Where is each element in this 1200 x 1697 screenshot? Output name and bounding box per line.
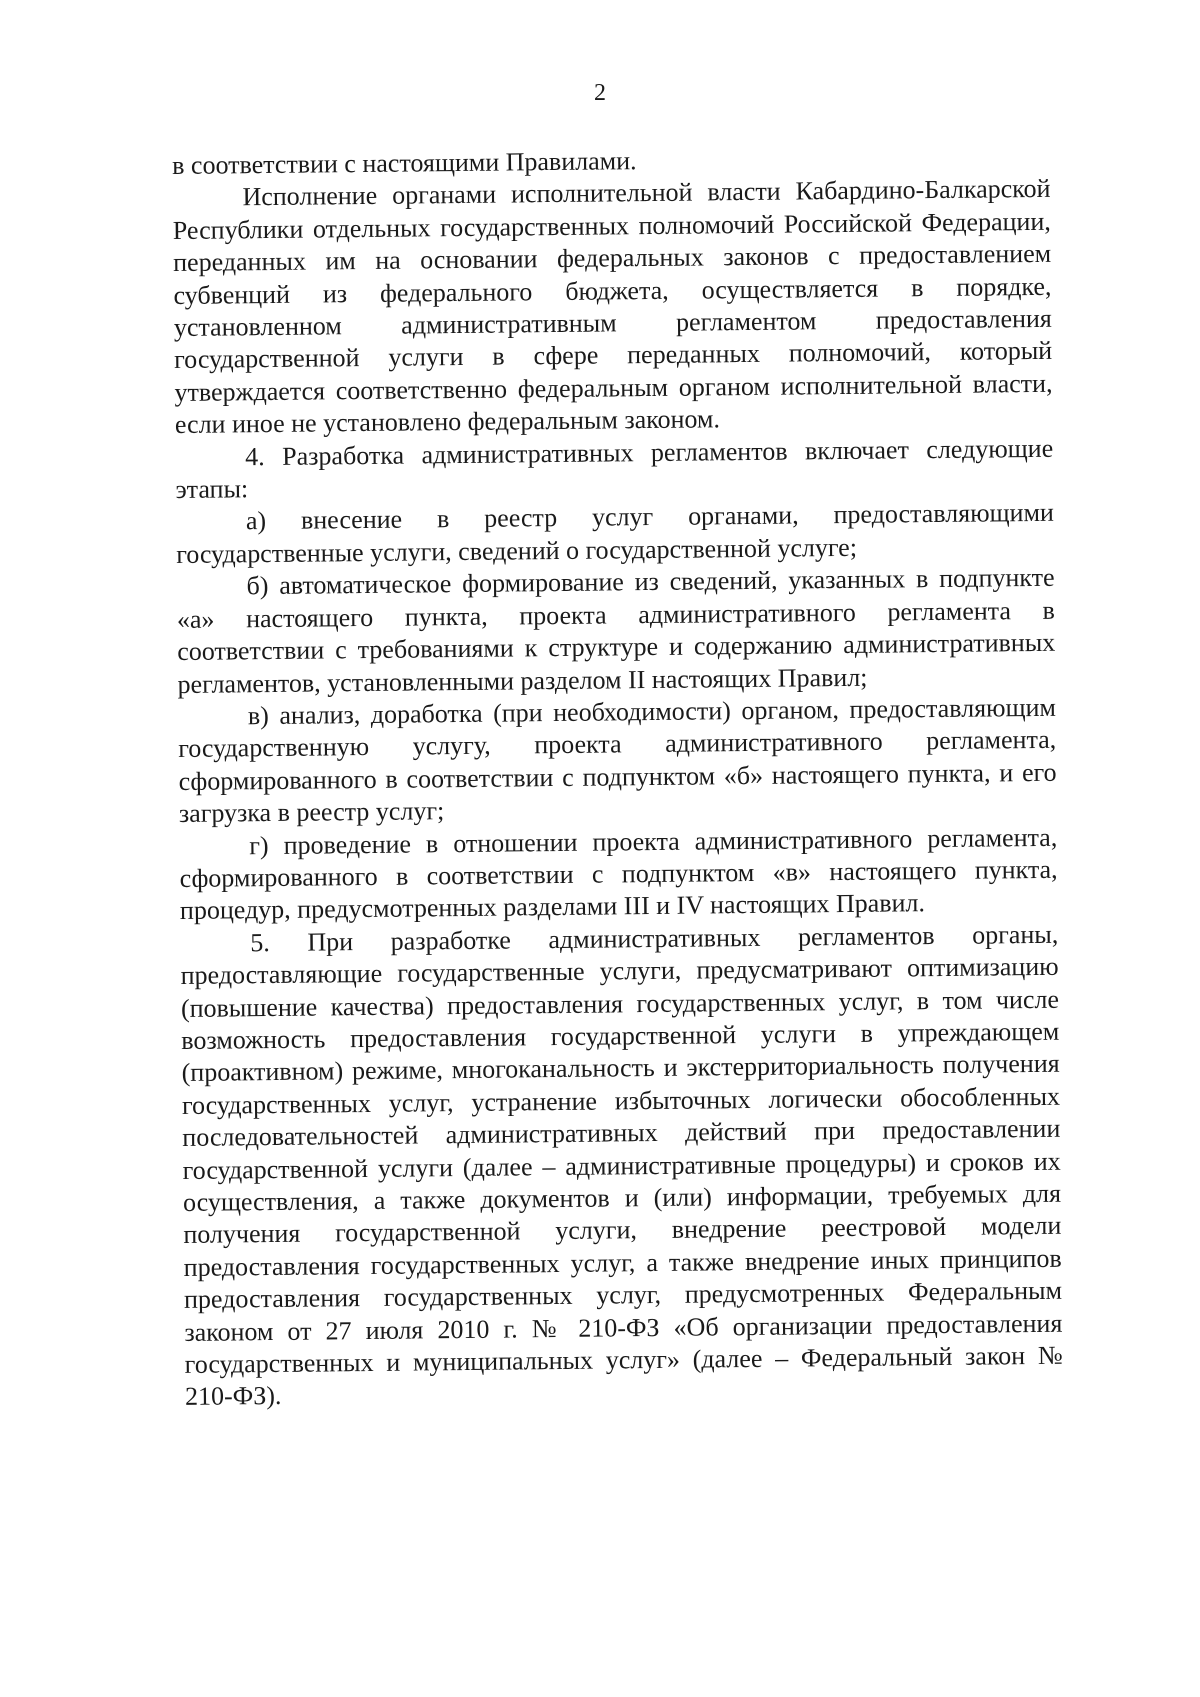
subitem-a: а) внесение в реестр услуг органами, предоставляющими государственные услуги, сведений о государственной услуге; — [176, 498, 1054, 569]
paragraph-item-4: 4. Разработка административных регламентов включает следующие этапы: — [175, 433, 1054, 505]
subitem-v: в) анализ, доработка (при необходимости) органом, предоставляющим государственную услугу, проекта административного регламента, сформированного в соответствии с подпунктом «б» настоящего пункта, и его загрузка в реестр услуг; — [178, 692, 1057, 829]
document-body — [172, 141, 1063, 1414]
page-number: 2 — [594, 80, 606, 106]
paragraph-continuation: в соответствии с настоящими Правилами. — [172, 146, 637, 180]
paragraph-item-5: 5. При разработке административных регламентов органы, предоставляющие государственные услуги, предусматривают оптимизацию (повышение качества) предоставления государственных услуг, в том числе возможность предоставления государственной услуги в упреждающем (проактивном) режиме, многоканальность и экстерриториальность получения государственных услуг, устранение избыточных логически обособленных последовательностей административных действий при предоставлении государственной услуги (далее – административные процедуры) и сроков их осуществления, а также документов и (или) информации, требуемых для получения государственной услуги, внедрение реестровой модели предоставления государственных услуг, а также внедрение иных принципов предоставления государственных услуг, предусмотренных Федеральным законом от 27 июля 2010 г. № 210-ФЗ «Об организации предоставления государственных и муниципальных услуг» (далее – Федеральный закон № 210-ФЗ). — [180, 919, 1063, 1412]
paragraph-delegated-powers: Исполнение органами исполнительной власти Кабардино-Балкарской Республики отдельных государственных полномочий Российской Федерации, переданных им на основании федеральных законов с предоставлением субвенций из федерального бюджета, осуществляется в порядке, установленном административным регламентом предоставления государственной услуги в сфере переданных полномочий, который утверждается соответственно федеральным органом исполнительной власти, если иное не установлено федеральным законом. — [172, 174, 1053, 440]
subitem-g: г) проведение в отношении проекта административного регламента, сформированного в соответствии с подпунктом «в» настоящего пункта, процедур, предусмотренных разделами III и IV настоящих Правил. — [179, 822, 1058, 926]
subitem-b: б) автоматическое формирование из сведений, указанных в подпункте «а» настоящего пункта, проекта административного регламента в соответствии с требованиями к структуре и содержанию административных регламентов, установленными разделом II настоящих Правил; — [176, 563, 1056, 699]
